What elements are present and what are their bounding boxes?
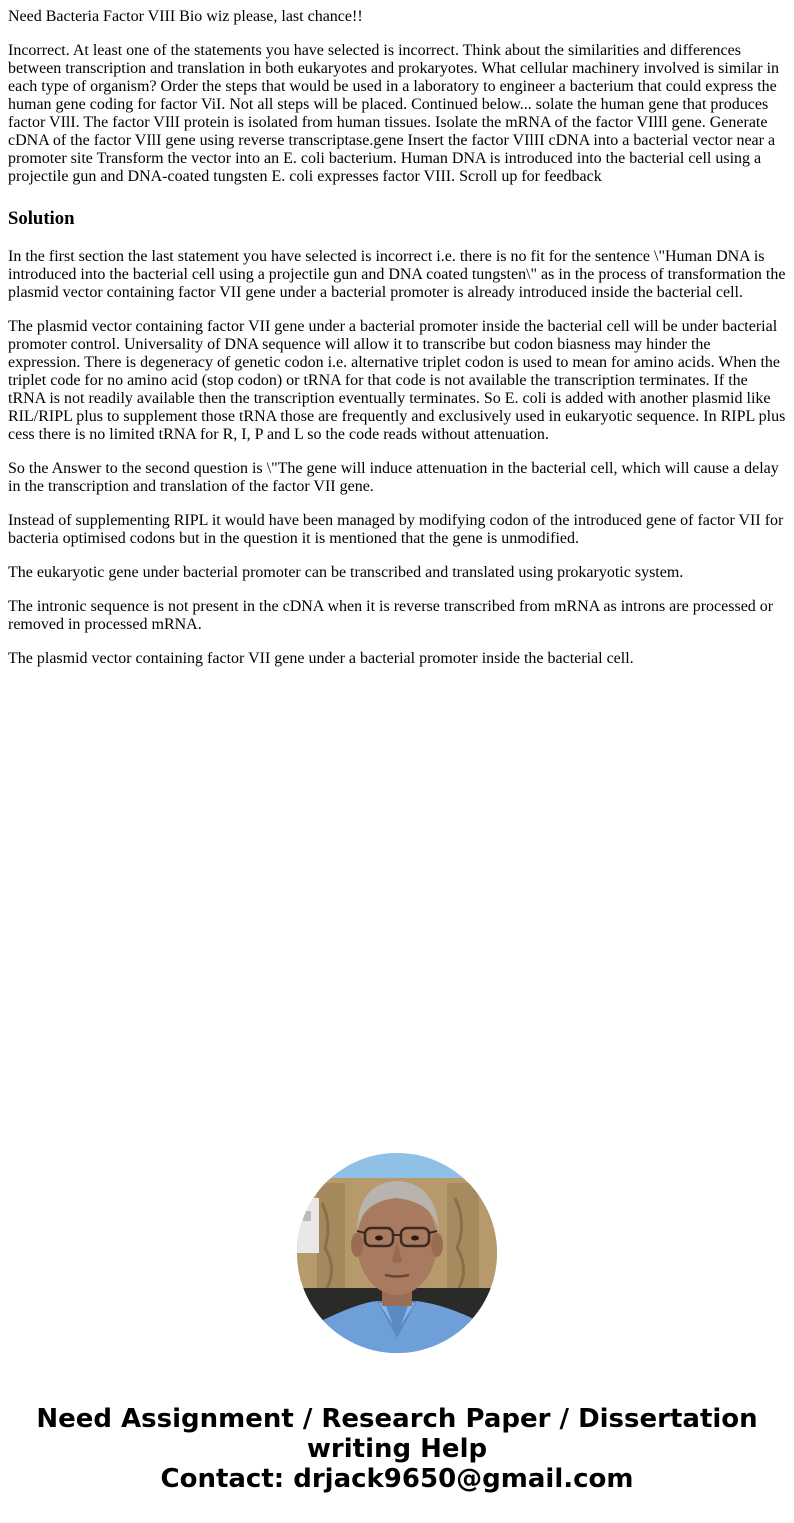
contact-email: Contact: drjack9650@gmail.com <box>160 1464 634 1494</box>
contact-banner <box>0 1404 794 1494</box>
solution-paragraph: So the Answer to the second question is \"The gene will induce attenuation in the bacterial cell, which will cause a delay in the transcription and translation of the factor VII gene. <box>8 460 779 495</box>
avatar <box>297 1153 497 1353</box>
banner-line-1: Need Assignment / Research Paper / Dissertation <box>36 1404 758 1434</box>
solution-paragraph: The plasmid vector containing factor VII gene under a bacterial promoter inside the bacterial cell. <box>8 650 634 667</box>
solution-paragraph: Instead of supplementing RIPL it would have been managed by modifying codon of the introduced gene of factor VII for bacteria optimised codons but in the question it is mentioned that the gene is unmodified. <box>8 512 784 547</box>
solution-heading: Solution <box>8 208 75 229</box>
solution-paragraph: The plasmid vector containing factor VII gene under a bacterial promoter inside the bacterial cell will be under bacterial promoter control. Universality of DNA sequence will allow it to transcribe but codon biasness may hinder the expression. There is degeneracy of genetic codon i.e. alternative triplet codon is used to mean for amino acids. When the triplet code for no amino acid (stop codon) or tRNA for that code is not available the transcription terminates. If the tRNA is not readily available then the transcription eventually terminates. So E. coli is added with another plasmid like RIL/RIPL plus to supplement those tRNA those are frequently and exclusively used in eukaryotic sequence. In RIPL plus cess there is no limited tRNA for R, I, P and L so the code reads without attenuation. <box>8 318 786 443</box>
solution-paragraph: The eukaryotic gene under bacterial promoter can be transcribed and translated using prokaryotic system. <box>8 564 684 581</box>
banner-line-2: writing Help <box>306 1434 488 1464</box>
solution-paragraph: The intronic sequence is not present in the cDNA when it is reverse transcribed from mRNA as introns are processed or removed in processed mRNA. <box>8 598 774 633</box>
portrait-image <box>297 1153 497 1353</box>
solution-paragraph: In the first section the last statement you have selected is incorrect i.e. there is no fit for the sentence \"Human DNA is introduced into the bacterial cell using a projectile gun and DNA coated tungsten\" as in the process of transformation the plasmid vector containing factor VII gene under a bacterial promoter is already introduced inside the bacterial cell. <box>8 248 786 301</box>
question-body: Incorrect. At least one of the statements you have selected is incorrect. Think about the similarities and differences between transcription and translation in both eukaryotes and prokaryotes. What cellular machinery involved is similar in each type of organism? Order the steps that would be used in a laboratory to engineer a bacterium that could express the human gene coding for factor ViI. Not all steps will be placed. Continued below... solate the human gene that produces factor VIlI. The factor VIlI protein is isolated from human tissues. Isolate the mRNA of the factor VIlIl gene. Generate cDNA of the factor VIlI gene using reverse transcriptase.gene Insert the factor VIlII cDNA into a bacterial vector near a promoter site Transform the vector into an E. coli bacterium. Human DNA is introduced into the bacterial cell using a projectile gun and DNA-coated tungsten E. coli expresses factor VIII. Scroll up for feedback <box>8 42 780 185</box>
question-title: Need Bacteria Factor VIII Bio wiz please, last chance!! <box>8 8 363 25</box>
article <box>8 8 786 684</box>
